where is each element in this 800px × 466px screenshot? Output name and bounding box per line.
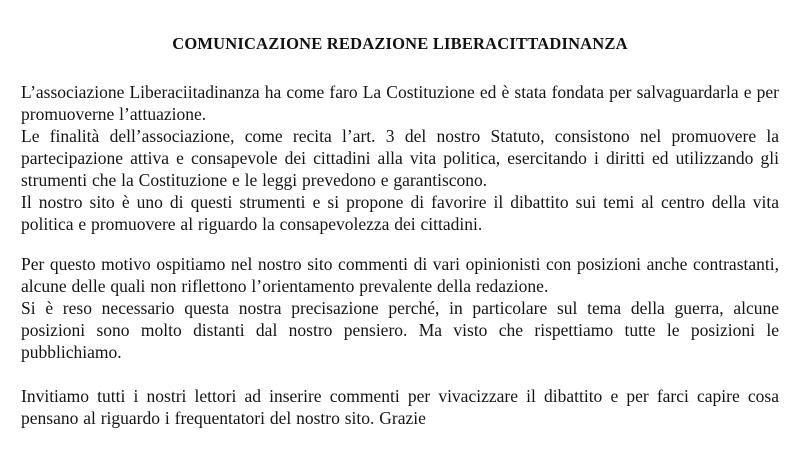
sentence-association-founded: L’associazione Liberaciitadinanza ha come faro La Costituzione ed è stata fondata per salvaguardarla e per promuoverne l’attuazione. xyxy=(21,82,779,124)
sentence-invite-comments: Invitiamo tutti i nostri lettori ad inserire commenti per vivacizzare il dibattito e per farci capire cosa pensano al riguardo i frequentatori del nostro sito. Grazie xyxy=(21,386,779,428)
sentence-clarification-war: Si è reso necessario questa nostra precisazione perché, in particolare sul tema della guerra, alcune posizioni sono molto distanti dal nostro pensiero. Ma visto che rispettiamo tutte le posizioni le pubblichiamo. xyxy=(21,298,779,362)
sentence-various-opinions: Per questo motivo ospitiamo nel nostro sito commenti di vari opinionisti con posizioni anche contrastanti, alcune delle quali non riflettono l’orientamento prevalente della redazione. xyxy=(21,254,779,296)
paragraph-block-opinions xyxy=(21,253,779,363)
sentence-site-purpose: Il nostro sito è uno di questi strumenti e si propone di favorire il dibattito sui temi al centro della vita politica e promuovere al riguardo la consapevolezza dei cittadini. xyxy=(21,192,779,234)
document-title: COMUNICAZIONE REDAZIONE LIBERACITTADINANZA xyxy=(172,34,628,53)
sentence-statute-article: Le finalità dell’associazione, come recita l’art. 3 del nostro Statuto, consistono nel promuovere la partecipazione attiva e consapevole dei cittadini alla vita politica, esercitando i diritti ed utilizzando gli strumenti che la Costituzione e le leggi prevedono e garantiscono. xyxy=(21,126,779,190)
paragraph-block-intro xyxy=(21,81,779,235)
paragraph-block-invitation xyxy=(21,385,779,429)
